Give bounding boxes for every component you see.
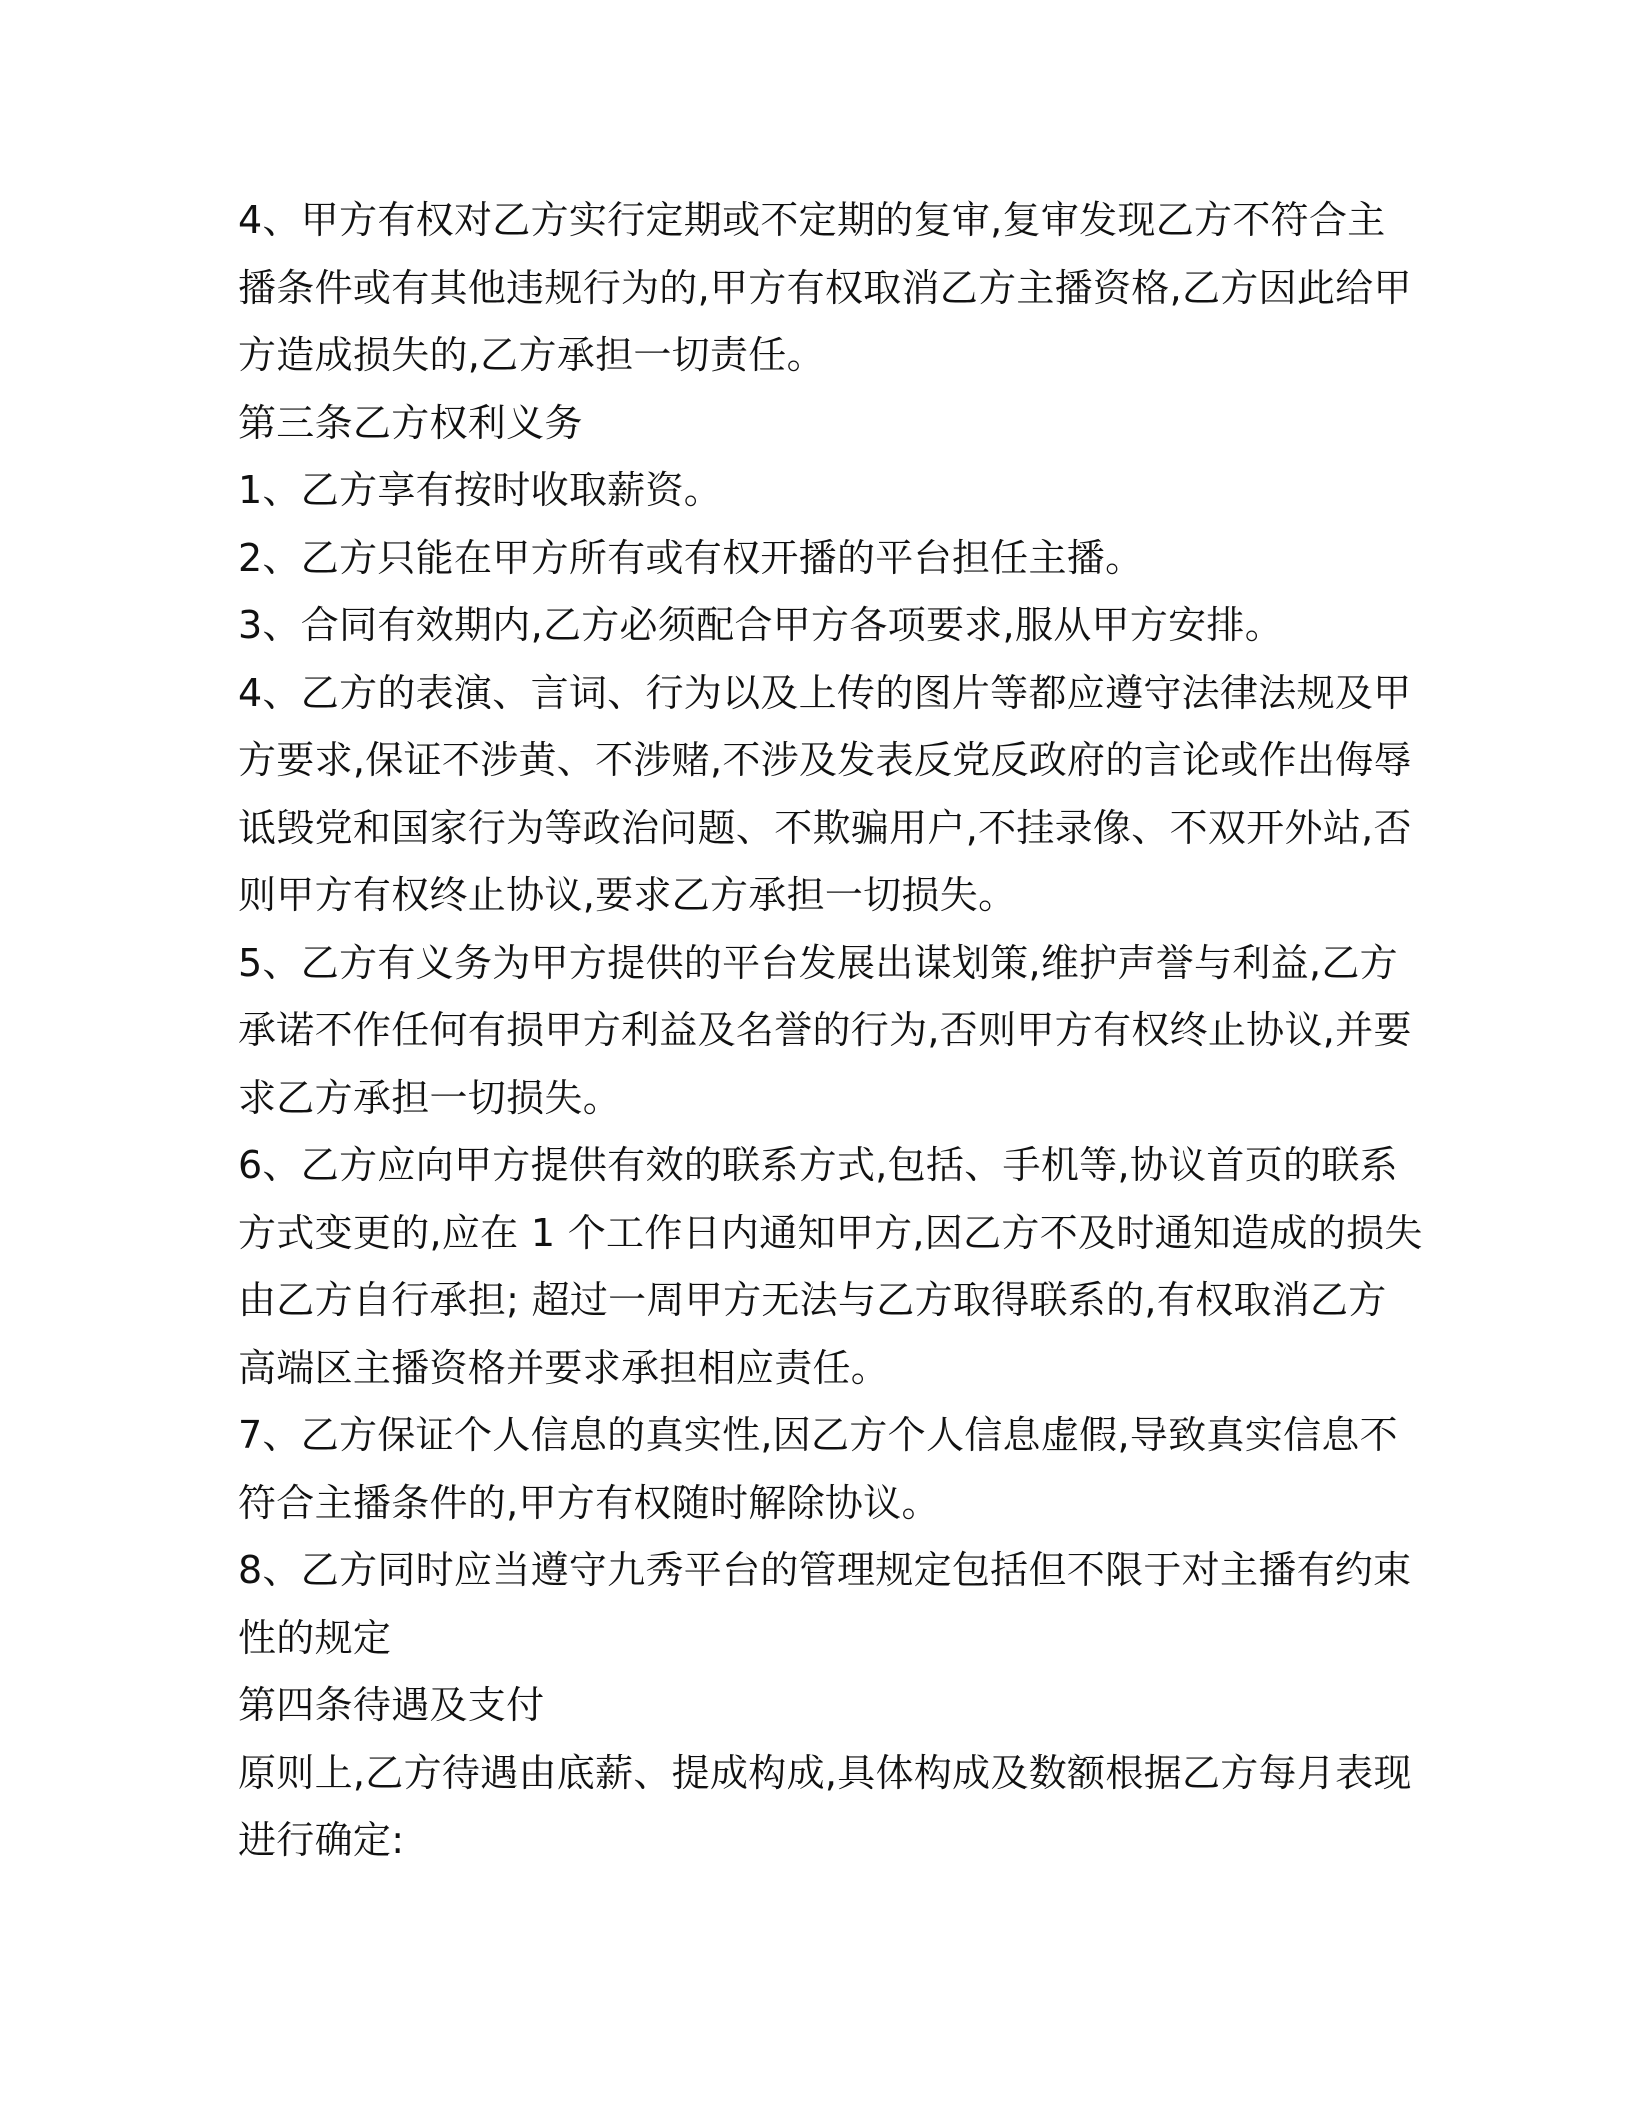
item-8-rules-line-2: 性的规定 — [238, 1615, 392, 1660]
item-4-conduct-line-1: 4、乙方的表演、言词、行为以及上传的图片等都应遵守法律法规及甲 — [238, 670, 1412, 715]
item-5-duty-line-3: 求乙方承担一切损失。 — [238, 1075, 622, 1120]
item-8-rules-line-1: 8、乙方同时应当遵守九秀平台的管理规定包括但不限于对主播有约束 — [238, 1548, 1412, 1592]
item-5-duty-line-2: 承诺不作任何有损甲方利益及名誉的行为,否则甲方有权终止协议,并要 — [238, 1008, 1412, 1052]
item-6-contact-line-4: 高端区主播资格并要求承担相应责任。 — [238, 1345, 890, 1390]
section-4-heading: 第四条待遇及支付 — [238, 1683, 545, 1727]
item-6-contact-line-3: 由乙方自行承担; 超过一周甲方无法与乙方取得联系的,有权取消乙方 — [238, 1278, 1387, 1322]
item-6-contact-line-1: 6、乙方应向甲方提供有效的联系方式,包括、手机等,协议首页的联系 — [238, 1143, 1398, 1187]
item-1-salary: 1、乙方享有按时收取薪资。 — [238, 468, 723, 512]
clause-4-review-line-1: 4、甲方有权对乙方实行定期或不定期的复审,复审发现乙方不符合主 — [238, 198, 1386, 242]
item-6-contact-line-2: 方式变更的,应在 1 个工作日内通知甲方,因乙方不及时通知造成的损失 — [238, 1210, 1423, 1255]
clause-4-review-line-2: 播条件或有其他违规行为的,甲方有权取消乙方主播资格,乙方因此给甲 — [238, 265, 1412, 310]
payment-principle-line-2: 进行确定: — [238, 1818, 405, 1862]
item-7-info-line-1: 7、乙方保证个人信息的真实性,因乙方个人信息虚假,导致真实信息不 — [238, 1413, 1398, 1457]
section-3-heading: 第三条乙方权利义务 — [238, 400, 583, 445]
item-4-conduct-line-3: 诋毁党和国家行为等政治问题、不欺骗用户,不挂录像、不双开外站,否 — [238, 805, 1412, 850]
item-2-platform: 2、乙方只能在甲方所有或有权开播的平台担任主播。 — [238, 535, 1144, 580]
item-4-conduct-line-2: 方要求,保证不涉黄、不涉赌,不涉及发表反党反政府的言论或作出侮辱 — [238, 738, 1412, 782]
item-4-conduct-line-4: 则甲方有权终止协议,要求乙方承担一切损失。 — [238, 873, 1017, 917]
payment-principle-line-1: 原则上,乙方待遇由底薪、提成构成,具体构成及数额根据乙方每月表现 — [238, 1750, 1412, 1795]
item-7-info-line-2: 符合主播条件的,甲方有权随时解除协议。 — [238, 1480, 940, 1525]
document-body — [238, 187, 1423, 1875]
clause-4-review-line-3: 方造成损失的,乙方承担一切责任。 — [238, 333, 825, 377]
item-3-cooperation: 3、合同有效期内,乙方必须配合甲方各项要求,服从甲方安排。 — [238, 603, 1284, 647]
item-5-duty-line-1: 5、乙方有义务为甲方提供的平台发展出谋划策,维护声誉与利益,乙方 — [238, 940, 1398, 985]
